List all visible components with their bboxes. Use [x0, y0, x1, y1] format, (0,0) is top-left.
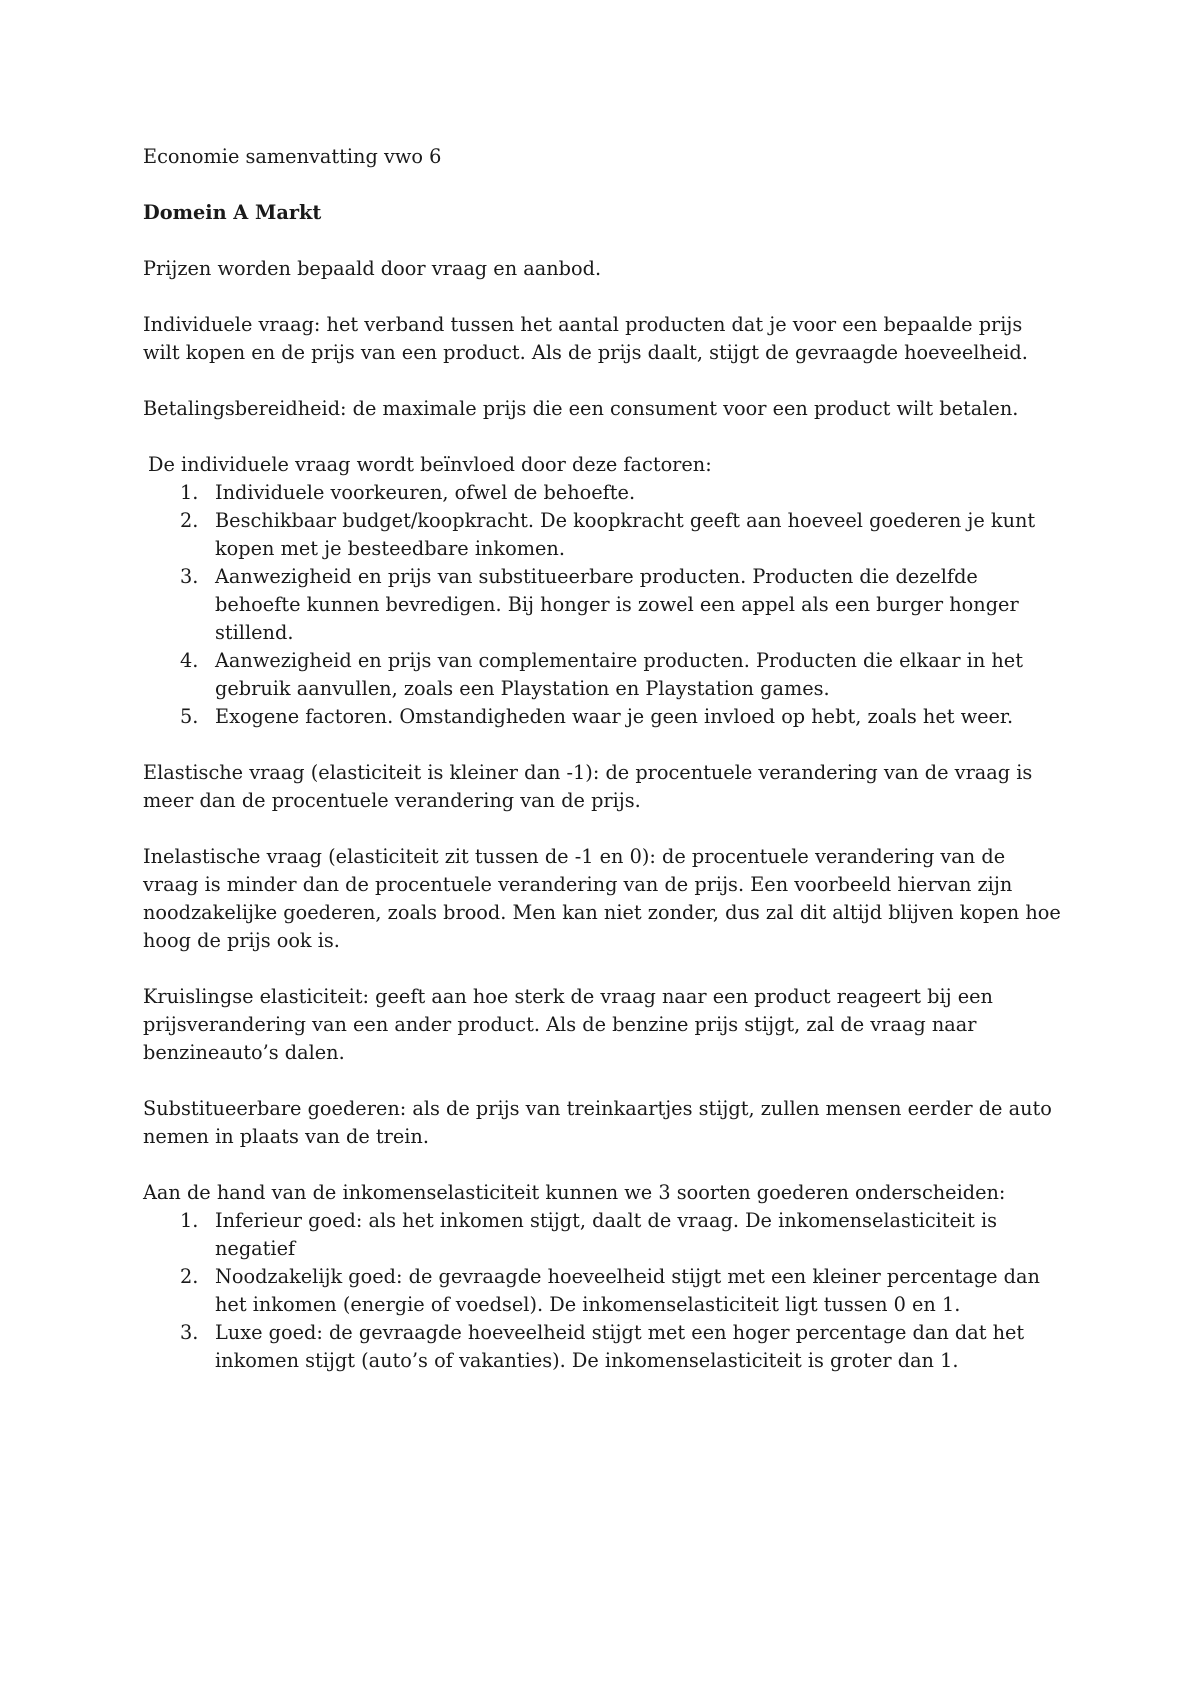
list-item-text: Inferieur goed: als het inkomen stijgt, daalt de vraag. De inkomenselasticiteit is negatief	[215, 1209, 998, 1260]
list-item-text: Aanwezigheid en prijs van complementaire producten. Producten die elkaar in het gebruik aanvullen, zoals een Playstation en Playstation games.	[215, 649, 1023, 700]
list-item-text: Individuele voorkeuren, ofwel de behoefte.	[215, 481, 636, 504]
list-number: 1.	[180, 1209, 199, 1232]
paragraph-substitute-goods: Substitueerbare goederen: als de prijs van treinkaartjes stijgt, zullen mensen eerder de auto nemen in plaats van de trein.	[143, 1097, 1052, 1148]
list-item	[143, 479, 1063, 507]
paragraph-elastic-demand: Elastische vraag (elasticiteit is kleiner dan -1): de procentuele verandering van de vraag is meer dan de procentuele verandering van de prijs.	[143, 761, 1033, 812]
paragraph-cross-elasticity: Kruislingse elasticiteit: geeft aan hoe sterk de vraag naar een product reageert bij een prijsverandering van een ander product. Als de benzine prijs stijgt, zal de vraag naar benzineauto’s dalen.	[143, 985, 993, 1064]
list-number: 2.	[180, 1265, 199, 1288]
list-number: 3.	[180, 1321, 199, 1344]
list-item-text: Luxe goed: de gevraagde hoeveelheid stijgt met een hoger percentage dan dat het inkomen stijgt (auto’s of vakanties). De inkomenselasticiteit is groter dan 1.	[215, 1321, 1025, 1372]
list-item	[143, 507, 1063, 563]
list-intro-income-elasticity: Aan de hand van de inkomenselasticiteit kunnen we 3 soorten goederen onderscheiden:	[143, 1181, 1006, 1204]
list-number: 2.	[180, 509, 199, 532]
list-item-text: Exogene factoren. Omstandigheden waar je geen invloed op hebt, zoals het weer.	[215, 705, 1014, 728]
list-item	[143, 647, 1063, 703]
list-item	[143, 1319, 1063, 1375]
paragraph-inelastic-demand: Inelastische vraag (elasticiteit zit tussen de -1 en 0): de procentuele verandering van de vraag is minder dan de procentuele verandering van de prijs. Een voorbeeld hiervan zijn noodzakelijke goederen, zoals brood. Men kan niet zonder, dus zal dit altijd blijven kopen hoe hoog de prijs ook is.	[143, 845, 1061, 952]
list-item	[143, 703, 1063, 731]
list-item	[143, 563, 1063, 647]
document-body	[143, 143, 1063, 1403]
list-item	[143, 1207, 1063, 1263]
goods-types-list	[143, 1207, 1063, 1375]
paragraph-prices: Prijzen worden bepaald door vraag en aanbod.	[143, 257, 602, 280]
list-item-text: Noodzakelijk goed: de gevraagde hoeveelheid stijgt met een kleiner percentage dan het inkomen (energie of voedsel). De inkomenselasticiteit ligt tussen 0 en 1.	[215, 1265, 1040, 1316]
list-number: 3.	[180, 565, 199, 588]
list-item-text: Beschikbaar budget/koopkracht. De koopkracht geeft aan hoeveel goederen je kunt kopen met je besteedbare inkomen.	[215, 509, 1036, 560]
list-number: 5.	[180, 705, 199, 728]
section-heading: Domein A Markt	[143, 201, 322, 224]
list-item	[143, 1263, 1063, 1319]
document-title: Economie samenvatting vwo 6	[143, 145, 442, 168]
factors-list	[143, 479, 1063, 731]
list-number: 1.	[180, 481, 199, 504]
list-intro-factors: De individuele vraag wordt beïnvloed door deze factoren:	[148, 453, 712, 476]
list-number: 4.	[180, 649, 199, 672]
paragraph-willingness-to-pay: Betalingsbereidheid: de maximale prijs die een consument voor een product wilt betalen.	[143, 397, 1019, 420]
paragraph-individual-demand: Individuele vraag: het verband tussen het aantal producten dat je voor een bepaalde prijs wilt kopen en de prijs van een product. Als de prijs daalt, stijgt de gevraagde hoeveelheid.	[143, 313, 1028, 364]
list-item-text: Aanwezigheid en prijs van substitueerbare producten. Producten die dezelfde behoefte kunnen bevredigen. Bij honger is zowel een appel als een burger honger stillend.	[215, 565, 1019, 644]
